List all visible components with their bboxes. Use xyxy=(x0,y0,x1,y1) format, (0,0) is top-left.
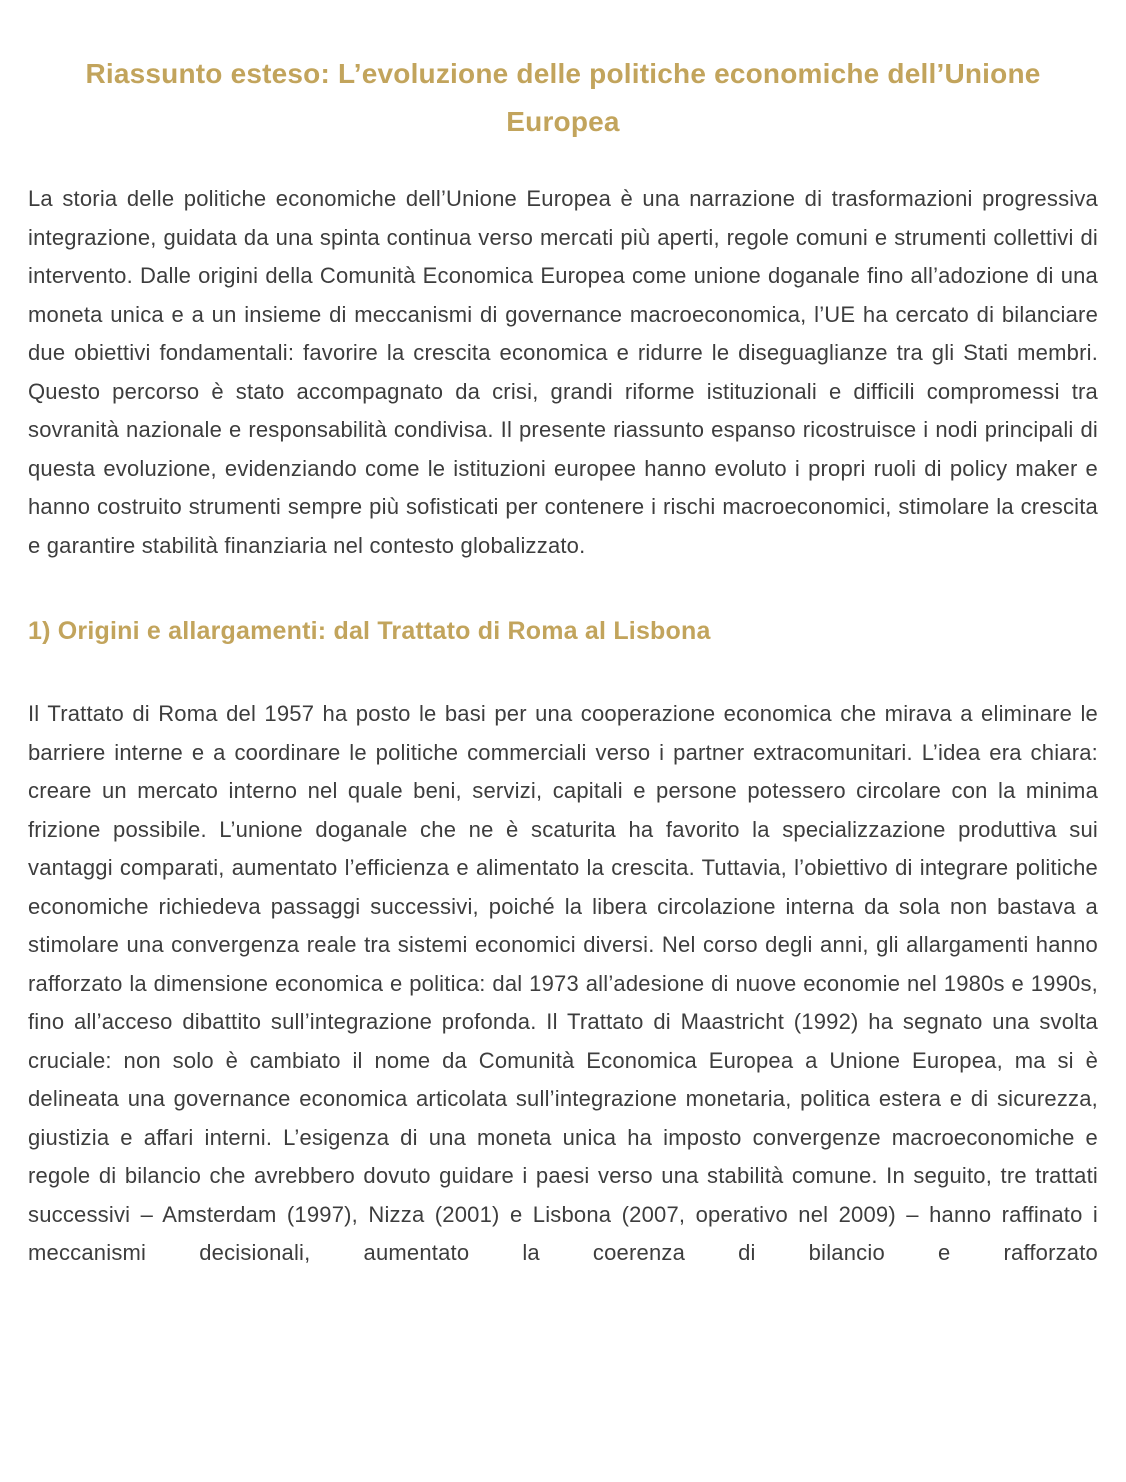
section-1-paragraph: Il Trattato di Roma del 1957 ha posto le basi per una cooperazione economica che mirava a eliminare le barriere interne e a coordinare le politiche commerciali verso i partner extracomunitari. L’idea era chiara: creare un mercato interno nel quale beni, servizi, capitali e persone potessero circolare con la minima frizione possibile. L’unione doganale che ne è scaturita ha favorito la specializzazione produttiva sui vantaggi comparati, aumentato l’efficienza e alimentato la crescita. Tuttavia, l’obiettivo di integrare politiche economiche richiedeva passaggi successivi, poiché la libera circolazione interna da sola non bastava a stimolare una convergenza reale tra sistemi economici diversi. Nel corso degli anni, gli allargamenti hanno rafforzato la dimensione economica e politica: dal 1973 all’adesione di nuove economie nel 1980s e 1990s, fino all’acceso dibattito sull’integrazione profonda. Il Trattato di Maastricht (1992) ha segnato una svolta cruciale: non solo è cambiato il nome da Comunità Economica Europea a Unione Europea, ma si è delineata una governance economica articolata sull’integrazione monetaria, politica estera e di sicurezza, giustizia e affari interni. L’esigenza di una moneta unica ha imposto convergenze macroeconomiche e regole di bilancio che avrebbero dovuto guidare i paesi verso una stabilità comune. In seguito, tre trattati successivi – Amsterdam (1997), Nizza (2001) e Lisbona (2007, operativo nel 2009) – hanno raffinato i meccanismi decisionali, aumentato la coerenza di bilancio e rafforzato xyxy=(28,701,1098,1265)
intro-paragraph: La storia delle politiche economiche dell’Unione Europea è una narrazione di trasformazioni progressiva integrazione, guidata da una spinta continua verso mercati più aperti, regole comuni e strumenti collettivi di intervento. Dalle origini della Comunità Economica Europea come unione doganale fino all’adozione di una moneta unica e a un insieme di meccanismi di governance macroeconomica, l’UE ha cercato di bilanciare due obiettivi fondamentali: favorire la crescita economica e ridurre le diseguaglianze tra gli Stati membri. Questo percorso è stato accompagnato da crisi, grandi riforme istituzionali e difficili compromessi tra sovranità nazionale e responsabilità condivisa. Il presente riassunto espanso ricostruisce i nodi principali di questa evoluzione, evidenziando come le istituzioni europee hanno evoluto i propri ruoli di policy maker e hanno costruito strumenti sempre più sofisticati per contenere i rischi macroeconomici, stimolare la crescita e garantire stabilità finanziaria nel contesto globalizzato. xyxy=(28,186,1098,558)
section-1-heading: 1) Origini e allargamenti: dal Trattato di Roma al Lisbona xyxy=(28,617,711,645)
document-title: Riassunto esteso: L’evoluzione delle politiche economiche dell’Unione Europea xyxy=(85,58,1041,137)
